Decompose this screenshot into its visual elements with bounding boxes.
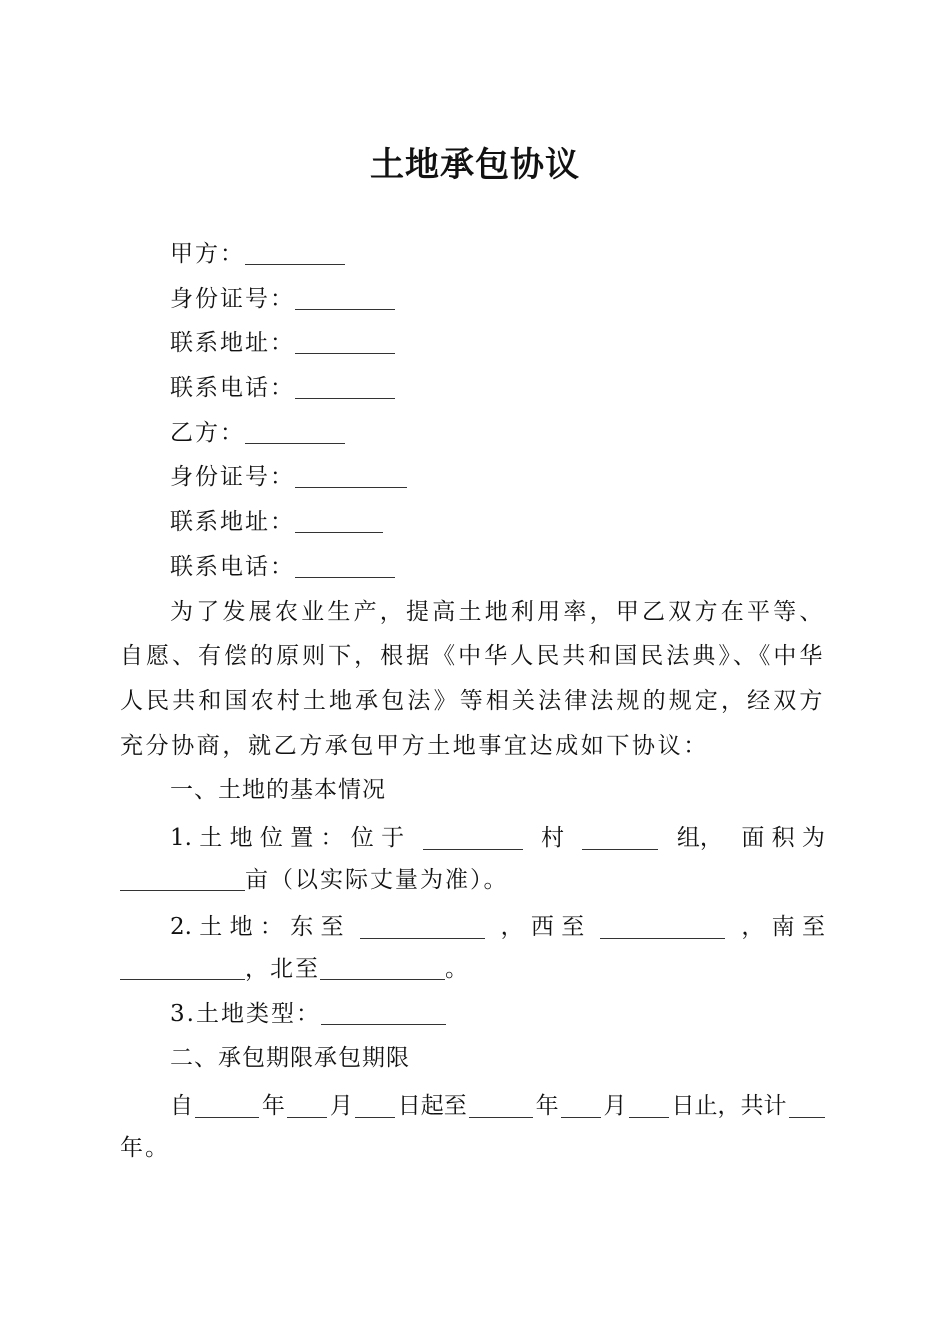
total-years-blank <box>789 1089 825 1118</box>
party-b-phone-blank <box>295 549 395 578</box>
party-b-address-label: 联系地址： <box>170 509 295 536</box>
document-title: 土地承包协议 <box>370 145 580 185</box>
group-blank <box>582 821 658 850</box>
section-1-item-1-line-2 <box>120 858 825 903</box>
term-end-month-label: 月 <box>603 1092 627 1119</box>
start-day-blank <box>355 1089 395 1118</box>
party-a-name-line <box>120 232 825 277</box>
term-years-total-label: 年。 <box>120 1134 170 1161</box>
item-1-unit-label: 亩（以实际丈量为准）。 <box>245 866 509 893</box>
party-b-id-blank <box>295 459 407 488</box>
party-a-address-blank <box>295 325 395 354</box>
end-day-blank <box>629 1089 669 1118</box>
party-a-phone-line <box>120 366 825 411</box>
end-month-blank <box>561 1089 601 1118</box>
item-2-west-label: ， 西 至 <box>500 914 585 941</box>
term-from-label: 自 <box>170 1092 193 1119</box>
start-month-blank <box>287 1089 327 1118</box>
item-2-prefix: 2. 土 地 ： 东 至 <box>170 914 344 941</box>
party-b-address-blank <box>295 504 383 533</box>
term-end-day-label: 日止，共计 <box>671 1092 787 1119</box>
party-a-id-blank <box>295 281 395 310</box>
party-b-name-line <box>120 411 825 456</box>
party-a-name-blank <box>245 236 345 265</box>
section-2-term-line-1 <box>120 1081 825 1126</box>
party-b-id-label: 身份证号： <box>170 464 295 491</box>
term-start-day-label: 日起至 <box>397 1092 467 1119</box>
term-start-month-label: 月 <box>329 1092 353 1119</box>
item-2-south-label: ， 南 至 <box>741 914 825 941</box>
section-1-item-1-line-1 <box>120 813 825 858</box>
west-blank <box>600 910 725 939</box>
party-a-phone-label: 联系电话： <box>170 375 295 402</box>
party-b-name-blank <box>245 415 345 444</box>
section-1-heading: 一、土地的基本情况 <box>170 777 386 804</box>
end-year-blank <box>469 1089 533 1118</box>
party-b-phone-label: 联系电话： <box>170 553 295 580</box>
party-a-address-line <box>120 321 825 366</box>
party-a-address-label: 联系地址： <box>170 330 295 357</box>
section-1-item-3-line <box>120 992 825 1037</box>
village-blank <box>423 821 523 850</box>
item-3-label: 3.土地类型： <box>170 1000 321 1027</box>
party-b-phone-line <box>120 545 825 590</box>
east-blank <box>360 910 485 939</box>
party-a-name-label: 甲方： <box>170 241 245 267</box>
land-type-blank <box>321 996 446 1025</box>
preamble-paragraph: 为了发展农业生产，提高土地利用率，甲乙双方在平等、自愿、有偿的原则下，根据《中华人民共和国民法典》、《中华人民共和国农村土地承包法》等相关法律法规的规定，经双方充分协商，就乙方承包甲方土地事宜达成如下协议： <box>120 598 825 759</box>
party-a-id-label: 身份证号： <box>170 285 295 312</box>
party-b-name-label: 乙方： <box>170 419 245 446</box>
item-2-end: 。 <box>445 956 470 983</box>
area-blank <box>120 862 245 891</box>
party-a-id-line <box>120 277 825 322</box>
term-start-year-label: 年 <box>261 1092 285 1119</box>
start-year-blank <box>195 1089 259 1118</box>
item-2-north-label: ，北至 <box>245 956 320 983</box>
south-blank <box>120 951 245 980</box>
party-b-id-line <box>120 455 825 500</box>
item-1-group-label: 组， <box>676 824 723 851</box>
section-1-item-2-line-1 <box>120 902 825 947</box>
term-end-year-label: 年 <box>535 1092 559 1119</box>
north-blank <box>320 951 445 980</box>
section-1-item-2-line-2 <box>120 947 825 992</box>
party-b-address-line <box>120 500 825 545</box>
document-body <box>120 232 825 1171</box>
section-2-term-line-2 <box>120 1126 825 1171</box>
party-a-phone-blank <box>295 370 395 399</box>
section-2-heading: 二、承包期限承包期限 <box>170 1045 410 1072</box>
item-1-prefix: 1. 土 地 位 置 ： 位 于 <box>170 824 405 851</box>
item-1-village-label: 村 <box>541 824 564 851</box>
item-1-area-label: 面 积 为 <box>741 824 825 851</box>
